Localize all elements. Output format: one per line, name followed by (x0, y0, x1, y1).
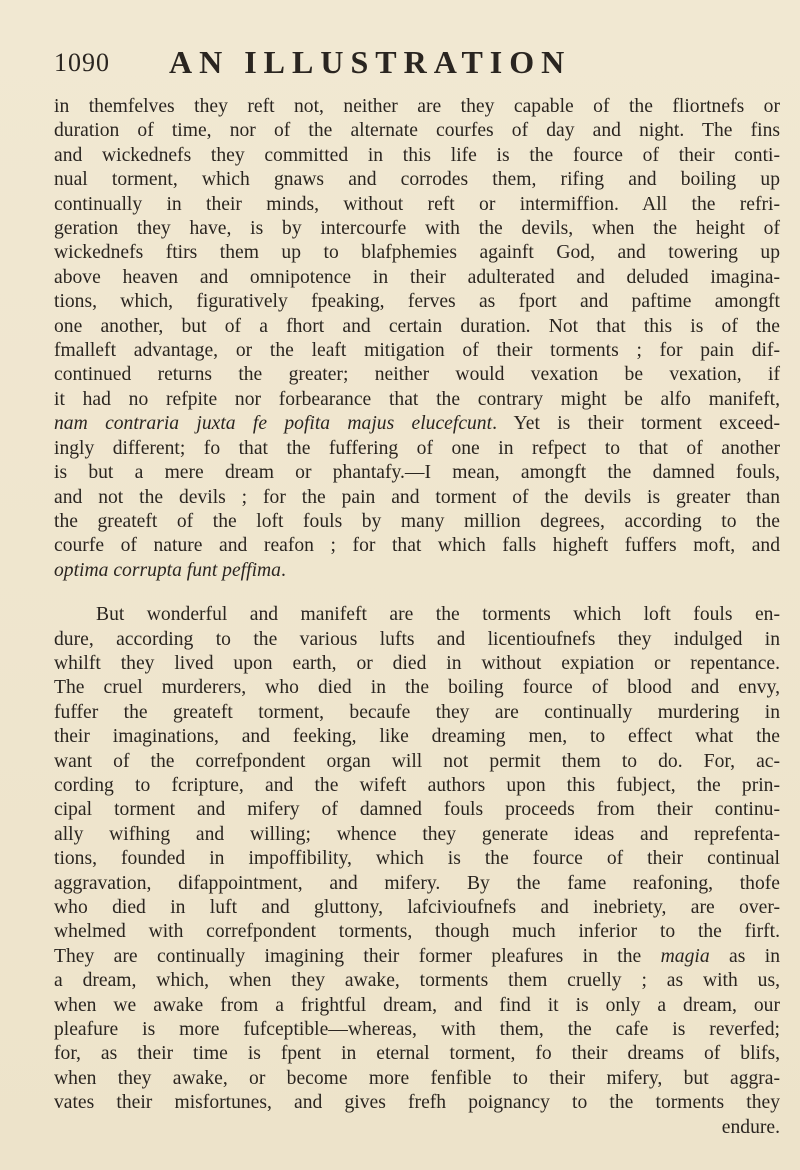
text-line: cipal torment and mifery of damned fouls proceeds from their continu- (54, 799, 780, 821)
text-line: who died in luft and gluttony, lafcivioufnefs and inebriety, are over- (54, 897, 780, 918)
text-line: whelmed with correfpondent torments, though much inferior to the firft. (54, 921, 780, 943)
text-line: They are continually imagining their former pleafures in the magia as in (54, 945, 780, 967)
text-line: endure. (721, 1116, 780, 1138)
text-line: geration they have, is by intercourfe with the devils, when the height of (54, 218, 780, 240)
text-line: optima corrupta funt peffima. (54, 559, 286, 581)
page-header (54, 38, 774, 86)
text-line: nam contraria juxta fe pofita majus elucefcunt. Yet is their torment exceed- (54, 413, 780, 435)
text-line: duration of time, nor of the alternate courfes of day and night. The fins (54, 120, 780, 142)
paragraph-2 (54, 603, 780, 1140)
page-number: 1090 (54, 48, 110, 77)
text-line: whilft they lived upon earth, or died in without expiation or repentance. (54, 652, 780, 674)
text-line: nual torment, which gnaws and corrodes them, rifing and boiling up (54, 169, 780, 191)
text-line: dure, according to the various lufts and licentioufnefs they indulged in (54, 628, 780, 650)
text-line: their imaginations, and feeking, like dreaming men, to effect what the (54, 726, 780, 748)
text-line: ingly different; fo that the fuffering of one in refpect to that of another (54, 437, 780, 459)
text-line: want of the correfpondent organ will not permit them to do. For, ac- (54, 750, 780, 772)
text-line: continued returns the greater; neither would vexation be vexation, if (54, 364, 780, 386)
text-line: fuffer the greateft torment, becaufe they are continually murdering in (54, 701, 780, 723)
text-line: it had no refpite nor forbearance that the contrary might be alfo manifeft, (54, 388, 780, 410)
body-text (54, 95, 780, 1140)
text-line: for, as their time is fpent in eternal torment, fo their dreams of blifs, (54, 1043, 780, 1065)
text-line: wickednefs ftirs them up to blafphemies againft God, and towering up (54, 242, 780, 264)
text-line: cording to fcripture, and the wifeft authors upon this fubject, the prin- (54, 774, 780, 796)
paragraph-1 (54, 95, 780, 583)
text-line: pleafure is more fufceptible—whereas, with them, the cafe is reverfed; (54, 1019, 780, 1041)
text-line: continually in their minds, without reft or intermiffion. All the refri- (54, 193, 780, 215)
text-line: tions, founded in impoffibility, which is the fource of their continual (54, 848, 780, 870)
text-line: and wickednefs they committed in this life is the fource of their conti- (54, 144, 780, 166)
text-line: one another, but of a fhort and certain duration. Not that this is of the (54, 315, 780, 337)
running-head: AN ILLUSTRATION (169, 44, 572, 80)
text-line: The cruel murderers, who died in the boiling fource of blood and envy, (54, 677, 780, 699)
text-line: when they awake, or become more fenfible to their mifery, but aggra- (54, 1067, 780, 1089)
text-line: is but a mere dream or phantafy.—I mean, amongft the damned fouls, (54, 462, 780, 484)
text-line: fmalleft advantage, or the leaft mitigation of their torments ; for pain dif- (54, 340, 780, 362)
text-line: courfe of nature and reafon ; for that which falls higheft fuffers moft, and (54, 535, 780, 557)
text-line: ally wifhing and willing; whence they generate ideas and reprefenta- (54, 823, 780, 845)
text-line: in themfelves they reft not, neither are they capable of the fliortnefs or (54, 96, 780, 117)
text-line: tions, which, figuratively fpeaking, ferves as fport and paftime amongft (54, 291, 780, 313)
text-line: and not the devils ; for the pain and torment of the devils is greater than (54, 486, 780, 508)
text-line: when we awake from a frightful dream, and find it is only a dream, our (54, 994, 780, 1016)
text-line: aggravation, difappointment, and mifery. By the fame reafoning, thofe (54, 872, 780, 894)
text-line: But wonderful and manifeft are the torments which loft fouls en- (96, 604, 780, 626)
text-line: a dream, which, when they awake, torments them cruelly ; as with us, (54, 970, 780, 992)
text-line: above heaven and omnipotence in their adulterated and deluded imagina- (54, 266, 780, 288)
text-line: the greateft of the loft fouls by many million degrees, according to the (54, 510, 780, 532)
text-line: vates their misfortunes, and gives frefh poignancy to the torments they (54, 1092, 780, 1114)
